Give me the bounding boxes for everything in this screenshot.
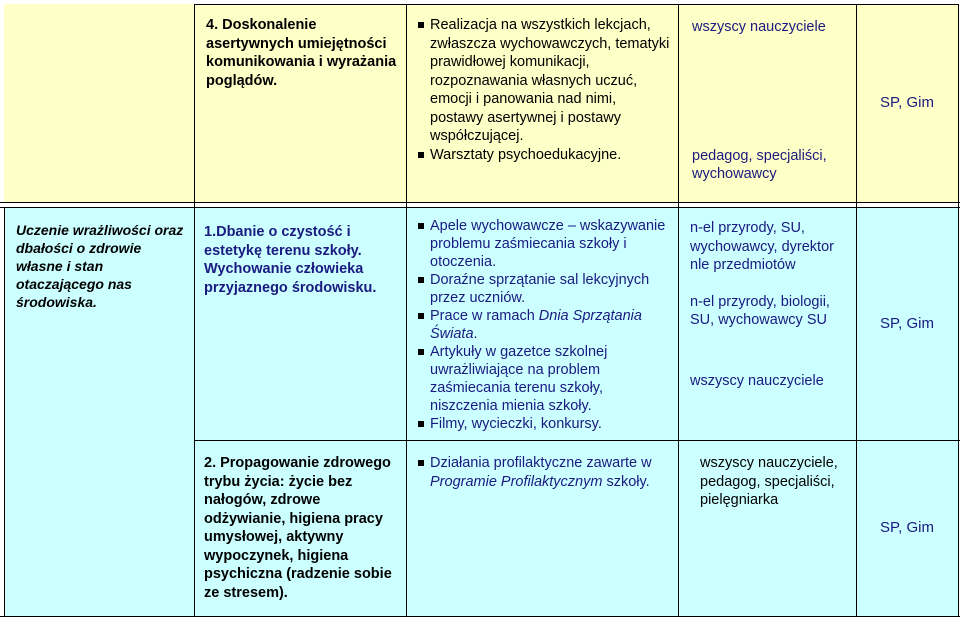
row2-school-cell bbox=[856, 208, 958, 440]
row2-responsible-2: n-el przyrody, biologii, SU, wychowawcy SU bbox=[690, 293, 830, 328]
row2-task-item: Artykuły w gazetce szkolnej uwrażliwiające na problem zaśmiecania terenu szkoły, niszczenia mienia szkoły. bbox=[416, 343, 672, 415]
column-divider bbox=[958, 4, 959, 617]
row3-responsible-cell bbox=[678, 440, 856, 616]
row1-school-cell bbox=[856, 4, 958, 202]
row1-responsible-1: wszyscy nauczyciele bbox=[692, 19, 826, 35]
row2-tasks-cell bbox=[406, 208, 678, 440]
row2-top-border bbox=[0, 207, 960, 208]
row3-task-prefix: Działania profilaktyczne zawarte w bbox=[430, 455, 652, 471]
column-divider bbox=[4, 207, 5, 617]
row3-area-cell bbox=[4, 440, 194, 616]
row3-task-item bbox=[416, 454, 672, 491]
row3-task-list bbox=[416, 454, 672, 491]
row2-responsible-3: wszyscy nauczyciele bbox=[690, 372, 824, 389]
column-divider bbox=[406, 4, 407, 617]
row2-task-list bbox=[416, 217, 672, 433]
row3-tasks-cell bbox=[406, 440, 678, 616]
row1-responsible-2: pedagog, specjaliści, wychowawcy bbox=[692, 147, 827, 182]
row2-task-item bbox=[416, 307, 672, 343]
column-divider bbox=[194, 4, 195, 617]
row2-task-item: Filmy, wycieczki, konkursy. bbox=[416, 415, 672, 433]
row1-bottom-border bbox=[0, 202, 960, 203]
row1-school: SP, Gim bbox=[880, 93, 934, 111]
column-divider bbox=[678, 4, 679, 617]
row3-goal-cell bbox=[194, 440, 406, 616]
row1-task-item: Realizacja na wszystkich lekcjach, zwłaszcza wychowawczych, tematyki prawidłowej komunikacji, rozpoznawania własnych uczuć, emocji i panowania nad nimi, postawy asertywnej i postawy współczującej. bbox=[416, 16, 672, 146]
row2-task-item: Apele wychowawcze – wskazywanie problemu zaśmiecania szkoły i otoczenia. bbox=[416, 217, 672, 271]
row2-school: SP, Gim bbox=[880, 314, 934, 332]
row3-task-suffix: szkoły. bbox=[602, 473, 650, 490]
row1-tasks-cell bbox=[406, 4, 678, 202]
row2-goal-cell bbox=[194, 208, 406, 440]
table-border-bottom bbox=[0, 616, 960, 617]
row3-responsible: wszyscy nauczyciele, pedagog, specjaliści, pielęgniarka bbox=[700, 455, 838, 508]
row2-goal-1: 1.Dbanie o czystość i estetykę terenu szkoły. bbox=[204, 224, 362, 259]
row2-area-cell bbox=[4, 208, 194, 440]
row3-school: SP, Gim bbox=[880, 518, 934, 536]
row2-bottom-border bbox=[194, 440, 960, 441]
row3-goal: 2. Propagowanie zdrowego trybu życia: życie bez nałogów, zdrowe odżywianie, higiena pracy umysłowej, aktywny wypoczynek, higiena psychiczna (radzenie sobie ze stresem). bbox=[204, 455, 392, 601]
row2-goal-2: Wychowanie człowieka przyjaznego środowisku. bbox=[204, 261, 377, 296]
row2-area: Uczenie wrażliwości oraz dbałości o zdrowie własne i stan otaczającego nas środowiska. bbox=[16, 222, 184, 310]
row2-task-suffix: . bbox=[473, 326, 478, 342]
row1-goal: 4. Doskonalenie asertywnych umiejętności komunikowania i wyrażania poglądów. bbox=[206, 17, 397, 89]
row1-task-list bbox=[416, 16, 672, 164]
row1-responsible-cell bbox=[678, 4, 856, 202]
row2-responsible-cell bbox=[678, 208, 856, 440]
row2-task-item: Doraźne sprzątanie sal lekcyjnych przez uczniów. bbox=[416, 271, 672, 307]
row1-goal-cell bbox=[194, 4, 406, 202]
row1-task-item: Warsztaty psychoedukacyjne. bbox=[416, 146, 672, 165]
row2-task-italic: Dnia Sprzątania Świata bbox=[430, 308, 642, 342]
row3-task-italic: Programie Profilaktycznym bbox=[430, 473, 603, 490]
row1-area-cell bbox=[4, 4, 194, 202]
row3-school-cell bbox=[856, 440, 958, 616]
column-divider bbox=[856, 4, 857, 617]
row2-task-prefix: Prace w ramach bbox=[430, 308, 539, 324]
row2-responsible-1: n-el przyrody, SU, wychowawcy, dyrektor nle przedmiotów bbox=[690, 220, 834, 273]
table-border-top bbox=[194, 4, 958, 5]
